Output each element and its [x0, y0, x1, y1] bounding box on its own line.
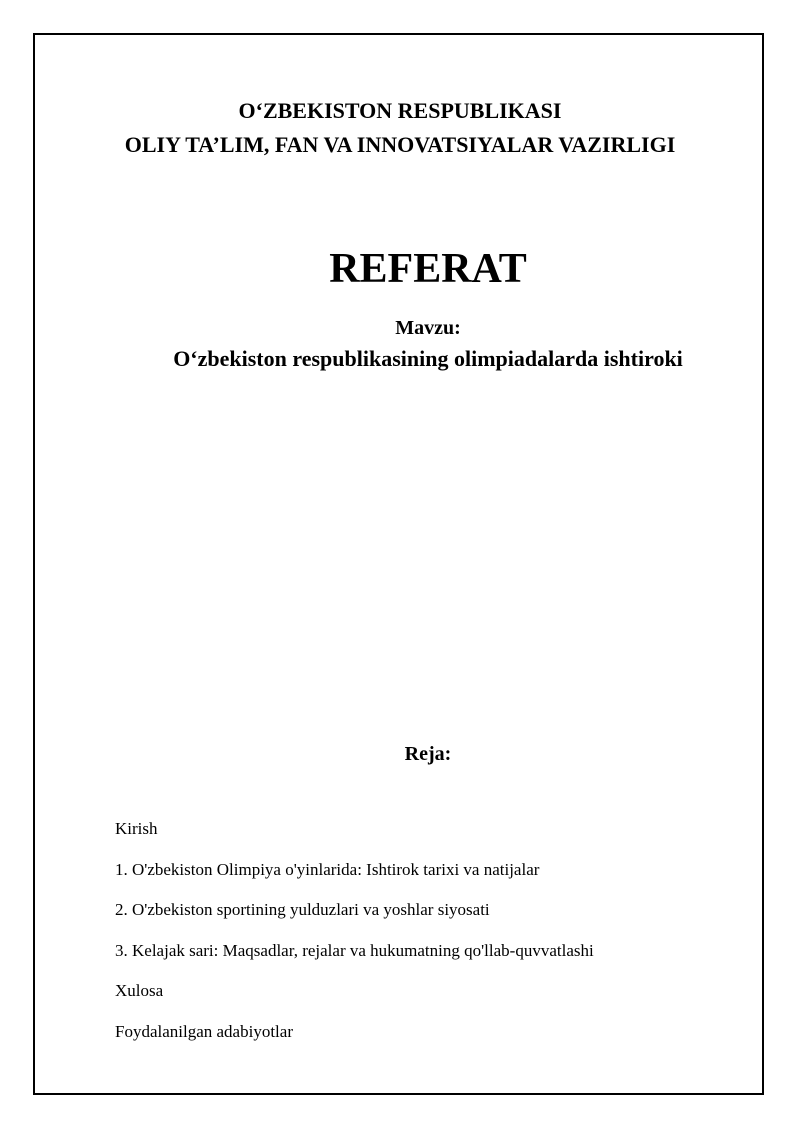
plan-list	[115, 816, 594, 1059]
plan-item-references: Foydalanilgan adabiyotlar	[115, 1021, 293, 1041]
plan-item-1: 1. O'zbekiston Olimpiya o'yinlarida: Ishtirok tarixi va natijalar	[115, 859, 540, 879]
plan-item-introduction: Kirish	[115, 819, 158, 838]
document-type-title: REFERAT	[329, 246, 527, 292]
topic-title: O‘zbekiston respublikasining olimpiadalarda ishtiroki	[173, 346, 683, 371]
plan-item-conclusion: Xulosa	[115, 981, 164, 1000]
ministry-header-country: O‘ZBEKISTON RESPUBLIKASI	[238, 98, 562, 123]
topic-label: Mavzu:	[395, 317, 461, 339]
plan-item-3: 3. Kelajak sari: Maqsadlar, rejalar va hukumatning qo'llab-quvvatlashi	[115, 940, 594, 960]
plan-item-2: 2. O'zbekiston sportining yulduzlari va yoshlar siyosati	[115, 900, 490, 919]
ministry-header-name: OLIY TA’LIM, FAN VA INNOVATSIYALAR VAZIRLIGI	[124, 132, 676, 157]
plan-heading: Reja:	[404, 743, 452, 765]
